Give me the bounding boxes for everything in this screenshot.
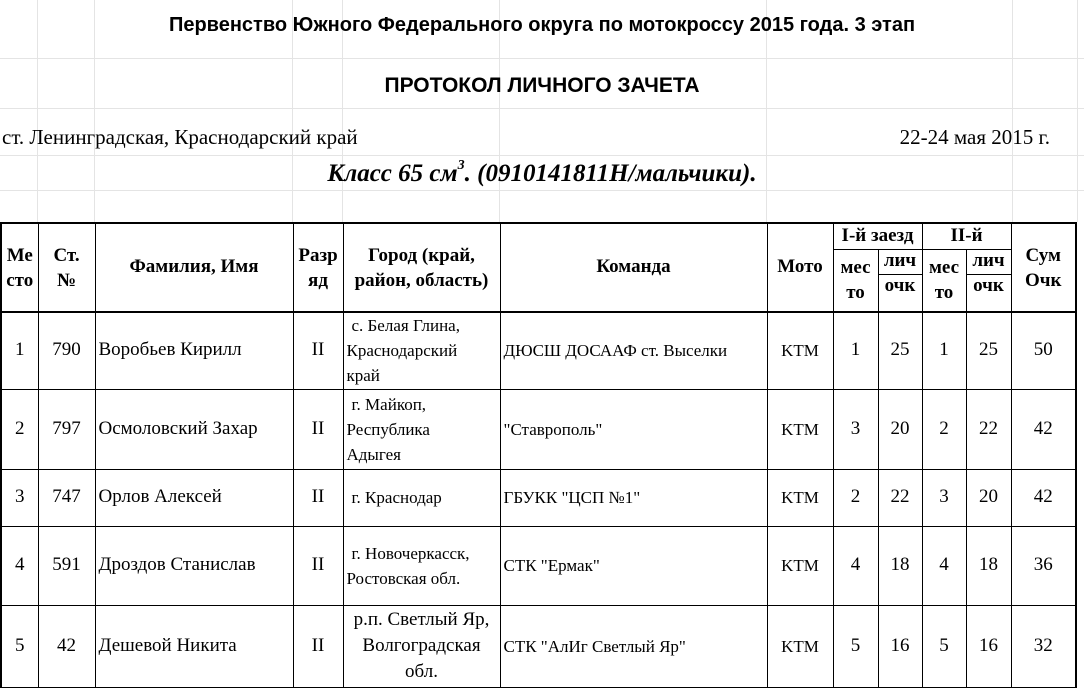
- cell-heat-2-position: 2: [922, 389, 966, 469]
- cell-moto: KTM: [767, 526, 833, 605]
- cell-team: "Ставрополь": [500, 389, 767, 469]
- header-heat-2: II-й: [922, 223, 1011, 249]
- header-heat-1: I-й заезд: [833, 223, 922, 249]
- cell-total: 32: [1011, 605, 1076, 687]
- cell-heat-2-points: 20: [966, 469, 1011, 526]
- cell-rank: II: [293, 526, 343, 605]
- cell-team: ГБУКК "ЦСП №1": [500, 469, 767, 526]
- cell-heat-1-position: 4: [833, 526, 878, 605]
- table-row: [1, 469, 1076, 526]
- header-heat-2-position: мес то: [922, 249, 966, 312]
- table-row: [1, 389, 1076, 469]
- event-dates: 22-24 мая 2015 г.: [899, 125, 1050, 149]
- cell-place: 1: [1, 312, 38, 389]
- cell-team: СТК "АлИг Светлый Яр": [500, 605, 767, 687]
- cell-name: Дроздов Станислав: [95, 526, 293, 605]
- cell-team: ДЮСШ ДОСААФ ст. Выселки: [500, 312, 767, 389]
- cell-heat-2-points: 16: [966, 605, 1011, 687]
- event-location: ст. Ленинградская, Краснодарский край: [2, 125, 358, 149]
- cell-moto: KTM: [767, 312, 833, 389]
- cell-city: г. Майкоп, Республика Адыгея: [343, 389, 500, 469]
- cell-heat-1-position: 1: [833, 312, 878, 389]
- cell-total: 42: [1011, 389, 1076, 469]
- header-heat-1-points-bottom: очк: [878, 274, 922, 312]
- cell-heat-1-points: 20: [878, 389, 922, 469]
- cell-number: 42: [38, 605, 95, 687]
- table-row: [1, 605, 1076, 687]
- cell-total: 36: [1011, 526, 1076, 605]
- cell-place: 3: [1, 469, 38, 526]
- cell-heat-2-position: 4: [922, 526, 966, 605]
- header-heat-1-position: мес то: [833, 249, 878, 312]
- cell-name: Орлов Алексей: [95, 469, 293, 526]
- cell-rank: II: [293, 389, 343, 469]
- cell-heat-1-position: 5: [833, 605, 878, 687]
- gridline: [0, 58, 1084, 59]
- cell-name: Осмоловский Захар: [95, 389, 293, 469]
- cell-moto: KTM: [767, 469, 833, 526]
- cell-city: г. Краснодар: [343, 469, 500, 526]
- cell-rank: II: [293, 312, 343, 389]
- header-place: Ме сто: [1, 223, 38, 312]
- header-rank: Разр яд: [293, 223, 343, 312]
- cell-heat-2-points: 18: [966, 526, 1011, 605]
- cell-city: р.п. Светлый Яр, Волгоградская обл.: [343, 605, 500, 687]
- cell-number: 591: [38, 526, 95, 605]
- cell-name: Дешевой Никита: [95, 605, 293, 687]
- class-suffix: . (0910141811Н/мальчики).: [464, 160, 757, 187]
- cell-place: 5: [1, 605, 38, 687]
- cell-heat-1-position: 3: [833, 389, 878, 469]
- cell-heat-2-position: 1: [922, 312, 966, 389]
- class-superscript: 3: [457, 158, 465, 173]
- cell-city: с. Белая Глина, Краснодарский край: [343, 312, 500, 389]
- results-table: [0, 222, 1077, 688]
- cell-heat-2-position: 5: [922, 605, 966, 687]
- header-total: Сум Очк: [1011, 223, 1076, 312]
- header-moto: Мото: [767, 223, 833, 312]
- cell-total: 50: [1011, 312, 1076, 389]
- cell-number: 747: [38, 469, 95, 526]
- cell-moto: KTM: [767, 389, 833, 469]
- table-row: [1, 312, 1076, 389]
- class-prefix: Класс 65 см: [327, 160, 458, 187]
- cell-number: 790: [38, 312, 95, 389]
- header-city: Город (край, район, область): [343, 223, 500, 312]
- header-number: Ст. №: [38, 223, 95, 312]
- gridline: [0, 108, 1084, 109]
- cell-place: 4: [1, 526, 38, 605]
- cell-rank: II: [293, 605, 343, 687]
- header-heat-2-points-bottom: очк: [966, 274, 1011, 312]
- cell-heat-1-points: 18: [878, 526, 922, 605]
- cell-heat-2-points: 22: [966, 389, 1011, 469]
- cell-rank: II: [293, 469, 343, 526]
- page-title: Первенство Южного Федерального округа по мотокроссу 2015 года. 3 этап: [168, 14, 916, 36]
- header-heat-2-points-top: лич: [966, 249, 1011, 274]
- table-row: [1, 526, 1076, 605]
- protocol-subtitle: ПРОТОКОЛ ЛИЧНОГО ЗАЧЕТА: [384, 74, 700, 97]
- cell-moto: KTM: [767, 605, 833, 687]
- header-heat-1-points-top: лич: [878, 249, 922, 274]
- cell-team: СТК "Ермак": [500, 526, 767, 605]
- gridline: [0, 155, 1084, 156]
- cell-number: 797: [38, 389, 95, 469]
- cell-place: 2: [1, 389, 38, 469]
- cell-name: Воробьев Кирилл: [95, 312, 293, 389]
- cell-total: 42: [1011, 469, 1076, 526]
- gridline: [0, 190, 1084, 191]
- header-team: Команда: [500, 223, 767, 312]
- cell-heat-2-position: 3: [922, 469, 966, 526]
- cell-heat-1-points: 22: [878, 469, 922, 526]
- class-heading: [0, 158, 1084, 188]
- header-name: Фамилия, Имя: [95, 223, 293, 312]
- cell-city: г. Новочеркасск, Ростовская обл.: [343, 526, 500, 605]
- cell-heat-1-points: 25: [878, 312, 922, 389]
- cell-heat-2-points: 25: [966, 312, 1011, 389]
- cell-heat-1-position: 2: [833, 469, 878, 526]
- cell-heat-1-points: 16: [878, 605, 922, 687]
